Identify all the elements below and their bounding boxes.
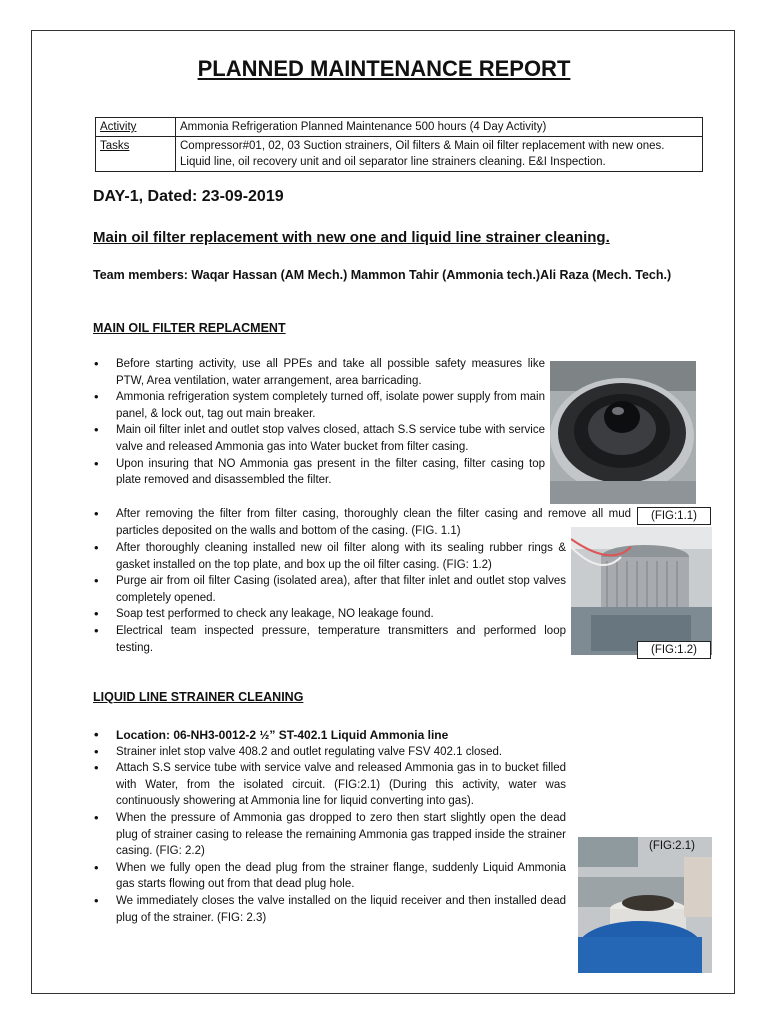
list-item: • Main oil filter inlet and outlet stop valves closed, attach S.S service tube with service valve and released Ammonia gas into Water bucket from filter casing. bbox=[93, 422, 545, 455]
activity-table bbox=[95, 117, 703, 172]
list-item: • Strainer inlet stop valve 408.2 and outlet regulating valve FSV 402.1 closed. bbox=[93, 744, 566, 761]
section-title-oil-filter: MAIN OIL FILTER REPLACMENT bbox=[93, 321, 286, 335]
report-title: PLANNED MAINTENANCE REPORT bbox=[197, 56, 571, 81]
list-item: • After thoroughly cleaning installed new oil filter along with its sealing rubber rings & gasket installed on the top plate, and box up the oil filter casing. (FIG: 1.2) bbox=[93, 540, 566, 573]
section-title-liquid-line: LIQUID LINE STRAINER CLEANING bbox=[93, 690, 304, 704]
main-heading: Main oil filter replacement with new one and liquid line strainer cleaning. bbox=[93, 229, 610, 246]
list-item: • Ammonia refrigeration system completely turned off, isolate power supply from main panel, & lock out, tag out main breaker. bbox=[93, 389, 545, 422]
filter-casing-photo bbox=[550, 361, 696, 504]
list-item: • Before starting activity, use all PPEs and take all possible safety measures like PTW, Area ventilation, water arrangement, area barricading. bbox=[93, 356, 545, 389]
activity-value: Ammonia Refrigeration Planned Maintenance 500 hours (4 Day Activity) bbox=[176, 118, 703, 137]
day-date: DAY-1, Dated: 23-09-2019 bbox=[93, 188, 284, 205]
list-item: • Upon insuring that NO Ammonia gas present in the filter casing, filter casing top plate removed and disassembled the filter. bbox=[93, 456, 545, 489]
oil-filter-list-a bbox=[93, 356, 545, 489]
list-item: • We immediately closes the valve installed on the liquid receiver and then installed dead plug of the strainer. (FIG: 2.3) bbox=[93, 893, 566, 926]
new-filter-photo bbox=[571, 527, 712, 655]
tasks-label: Tasks bbox=[96, 137, 176, 172]
table-row bbox=[96, 118, 703, 137]
list-item-location: • Location: 06-NH3-0012-2 ½” ST-402.1 Liquid Ammonia line bbox=[93, 727, 566, 744]
list-item: • Electrical team inspected pressure, temperature transmitters and performed loop testing. bbox=[93, 623, 566, 656]
table-row bbox=[96, 137, 703, 172]
list-item: • When we fully open the dead plug from the strainer flange, suddenly Liquid Ammonia gas starts flowing out from that dead plug hole. bbox=[93, 860, 566, 893]
liquid-line-list bbox=[93, 727, 566, 926]
list-item: • Attach S.S service tube with service valve and released Ammonia gas in to bucket filled with Water, from the isolated circuit. (FIG:2.1) (During this activity, water was continuously showering at Ammonia line for liquid converting into gas). bbox=[93, 760, 566, 810]
figure-label-1-1: (FIG:1.1) bbox=[637, 507, 711, 525]
figure-label-2-1: (FIG:2.1) bbox=[648, 840, 695, 852]
list-item: • After removing the filter from filter casing, thoroughly clean the filter casing and remove all mud particles deposited on the walls and bottom of the casing. (FIG. 1.1) bbox=[93, 506, 631, 539]
list-item: • Soap test performed to check any leakage, NO leakage found. bbox=[93, 606, 566, 623]
tasks-value: Compressor#01, 02, 03 Suction strainers, Oil filters & Main oil filter replacement with new ones. Liquid line, oil recovery unit and oil separator line strainers cleaning. E&I Inspection. bbox=[176, 137, 703, 172]
oil-filter-list-b bbox=[93, 506, 633, 539]
water-bucket-photo bbox=[578, 837, 712, 973]
activity-label: Activity bbox=[96, 118, 176, 137]
oil-filter-list-c bbox=[93, 540, 566, 656]
figure-label-1-2: (FIG:1.2) bbox=[637, 641, 711, 659]
list-item: • Purge air from oil filter Casing (isolated area), after that filter inlet and outlet stop valves completely opened. bbox=[93, 573, 566, 606]
list-item: • When the pressure of Ammonia gas dropped to zero then start slightly open the dead plug of strainer casing to release the remaining Ammonia gas trapped inside the strainer casing. (FIG: 2.2) bbox=[93, 810, 566, 860]
team-members: Team members: Waqar Hassan (AM Mech.) Mammon Tahir (Ammonia tech.)Ali Raza (Mech. Tech.) bbox=[93, 268, 672, 282]
